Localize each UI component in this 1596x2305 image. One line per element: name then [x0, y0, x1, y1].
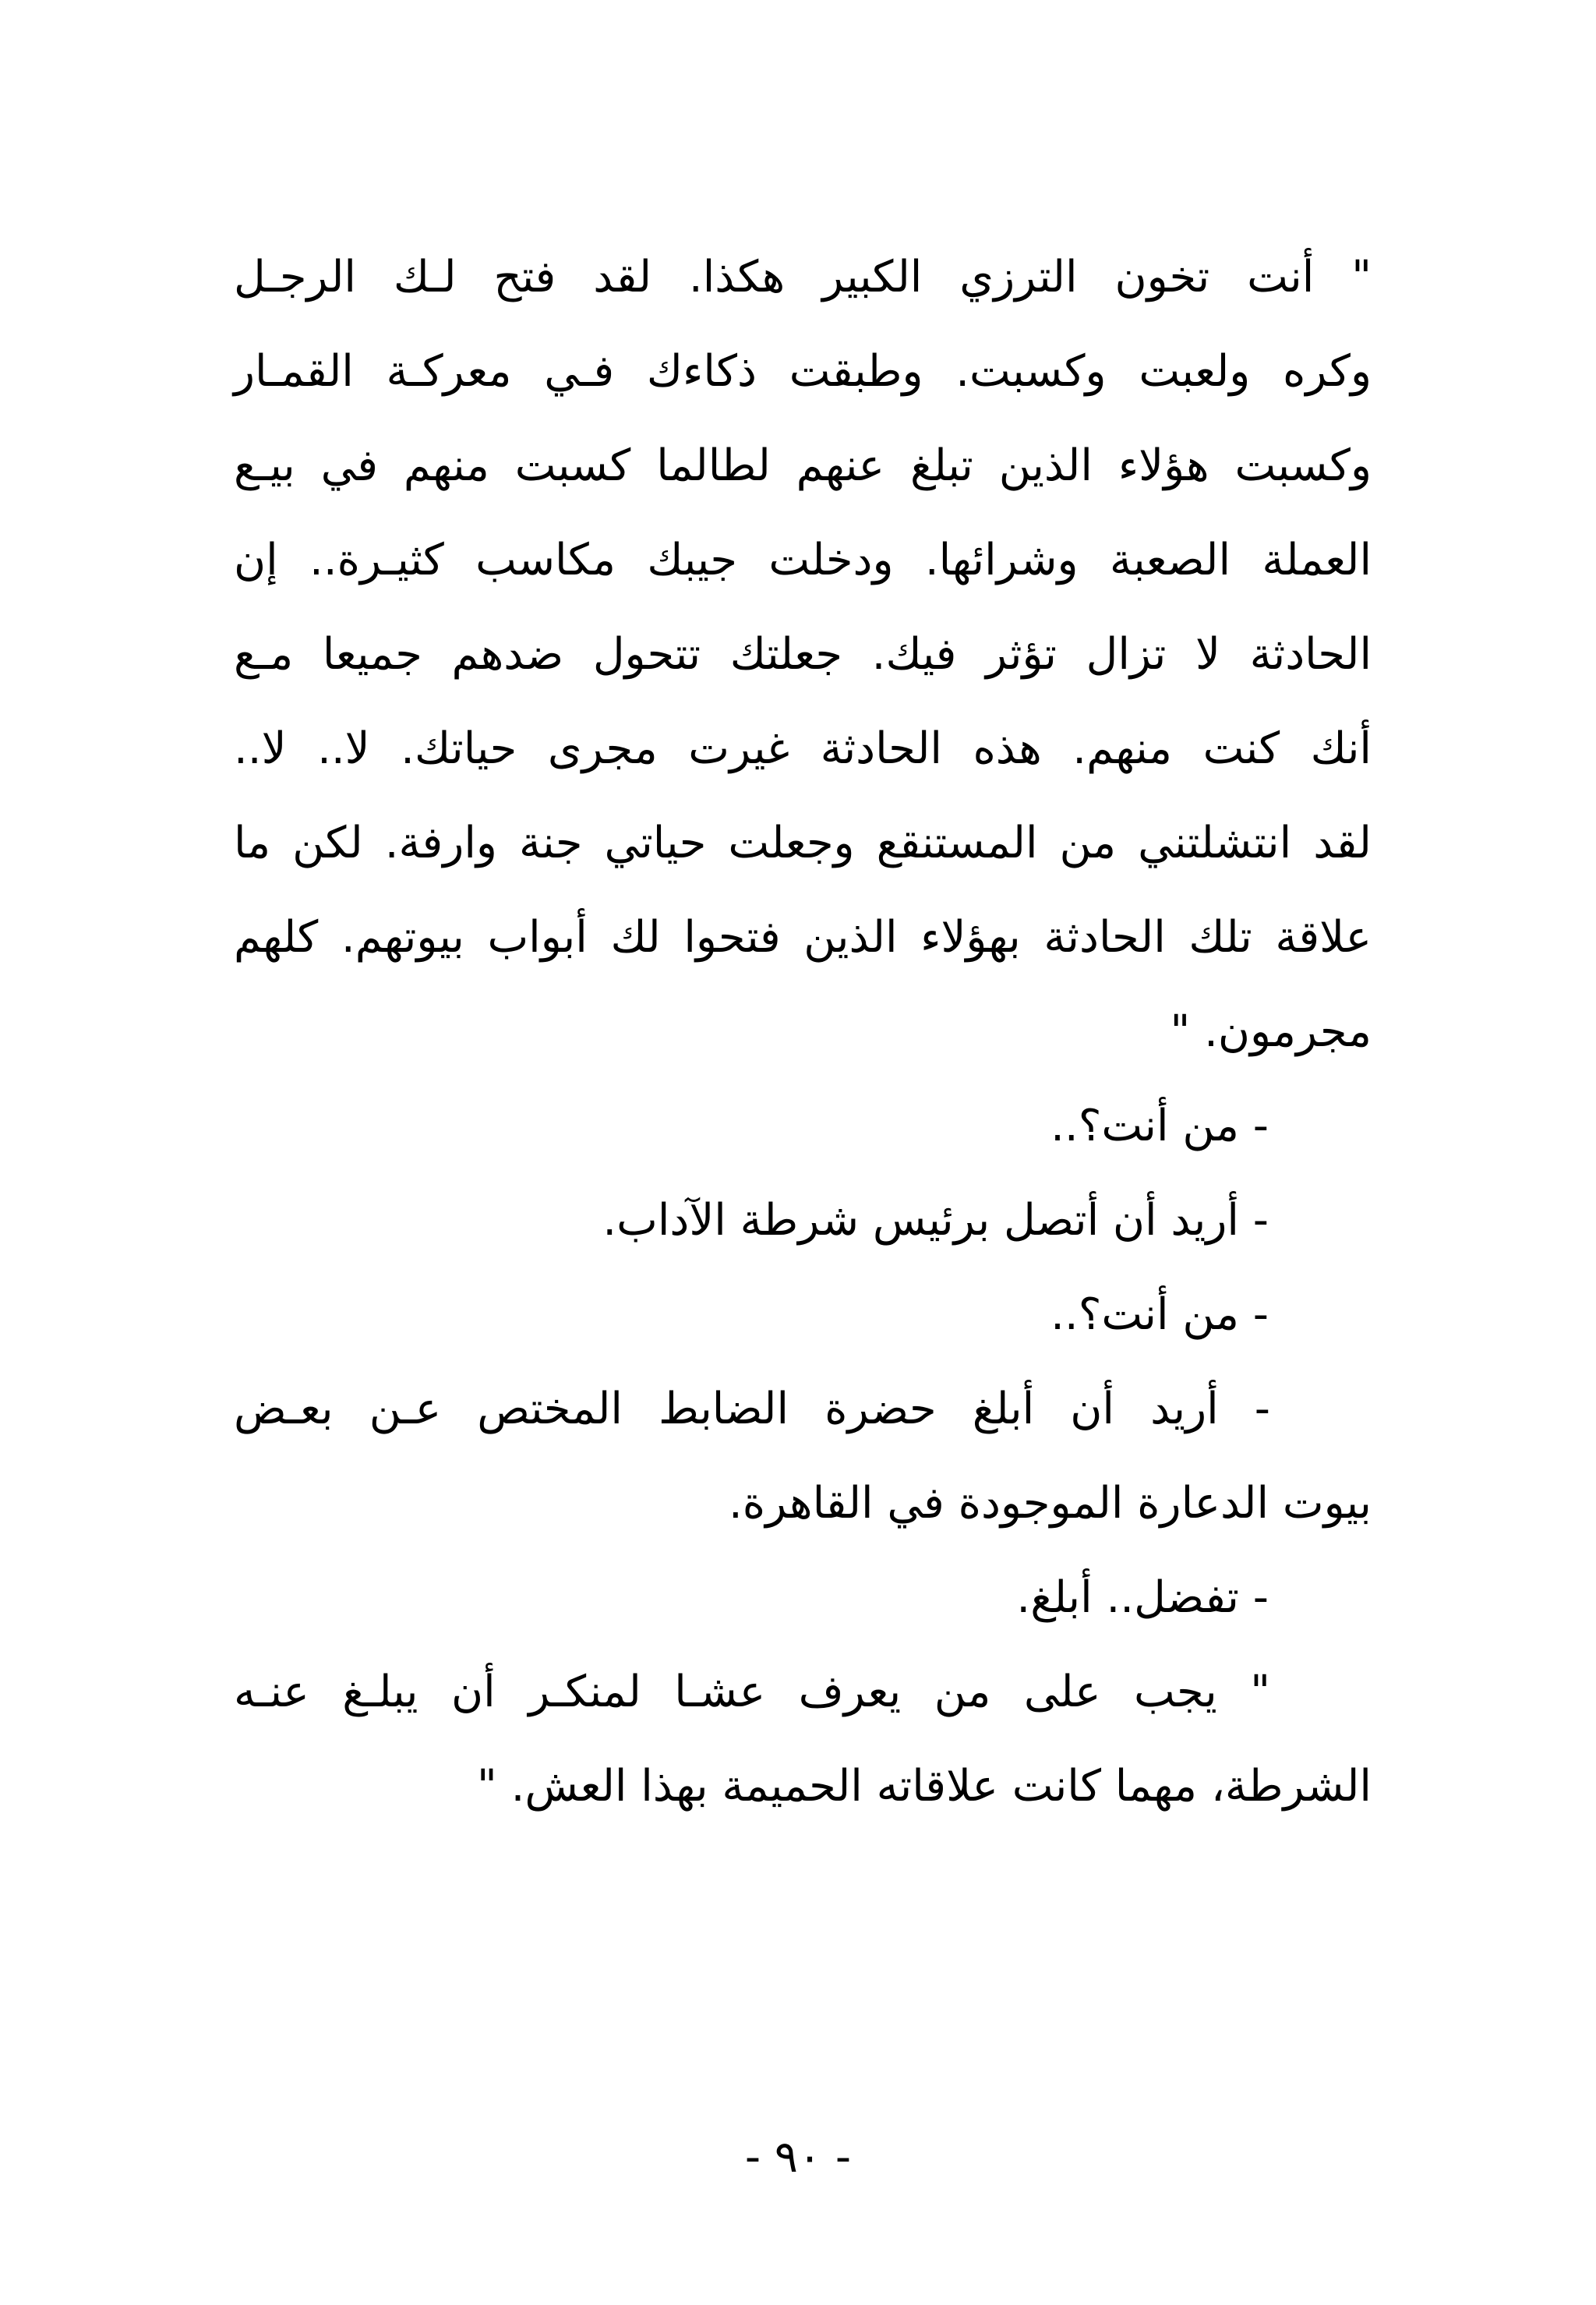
dialogue-line: - من أنت؟.. — [1050, 1101, 1269, 1151]
dialogue-line: - من أنت؟.. — [1050, 1289, 1269, 1340]
dialogue-line: - تفضل.. أبلغ. — [1016, 1572, 1269, 1623]
paragraph-line: الحادثة لا تزال تؤثر فيك. جعلتك تتحول ضدهم جميعا مـع — [234, 629, 1372, 680]
dialogue-line: - أريد أن أبلغ حضرة الضابط المختص عـن بعـض — [234, 1384, 1270, 1434]
paragraph-line: لقد انتشلتني من المستنقع وجعلت حياتي جنة وارفة. لكن ما — [234, 818, 1372, 868]
paragraph-line: العملة الصعبة وشرائها. ودخلت جيبك مكاسب كثيـرة.. إن — [234, 535, 1372, 585]
paragraph-line: الشرطة، مهما كانت علاقاته الحميمة بهذا العش. " — [477, 1761, 1372, 1812]
paragraph-line: وكره ولعبت وكسبت. وطبقت ذكاءك فـي معركـة القمـار — [234, 346, 1372, 397]
paragraph-line: مجرمون. " — [1170, 1006, 1372, 1057]
paragraph-line: أنك كنت منهم. هذه الحادثة غيرت مجرى حياتك. لا.. لا.. — [234, 723, 1372, 774]
paragraph-line: وكسبت هؤلاء الذين تبلغ عنهم لطالما كسبت منهم في بيـع — [234, 440, 1372, 491]
page-number: - ٩٠ - — [744, 2132, 852, 2183]
paragraph-line: " أنت تخون الترزي الكبير هكذا. لقد فتح لـك الرجـل — [234, 252, 1372, 302]
dialogue-line: بيوت الدعارة الموجودة في القاهرة. — [729, 1478, 1372, 1529]
dialogue-line: - أريد أن أتصل برئيس شرطة الآداب. — [602, 1195, 1269, 1246]
paragraph-line: علاقة تلك الحادثة بهؤلاء الذين فتحوا لك أبواب بيوتهم. كلهم — [234, 912, 1372, 963]
paragraph-line: " يجب على من يعرف عشـا لمنكـر أن يبلـغ عنـه — [234, 1667, 1270, 1717]
